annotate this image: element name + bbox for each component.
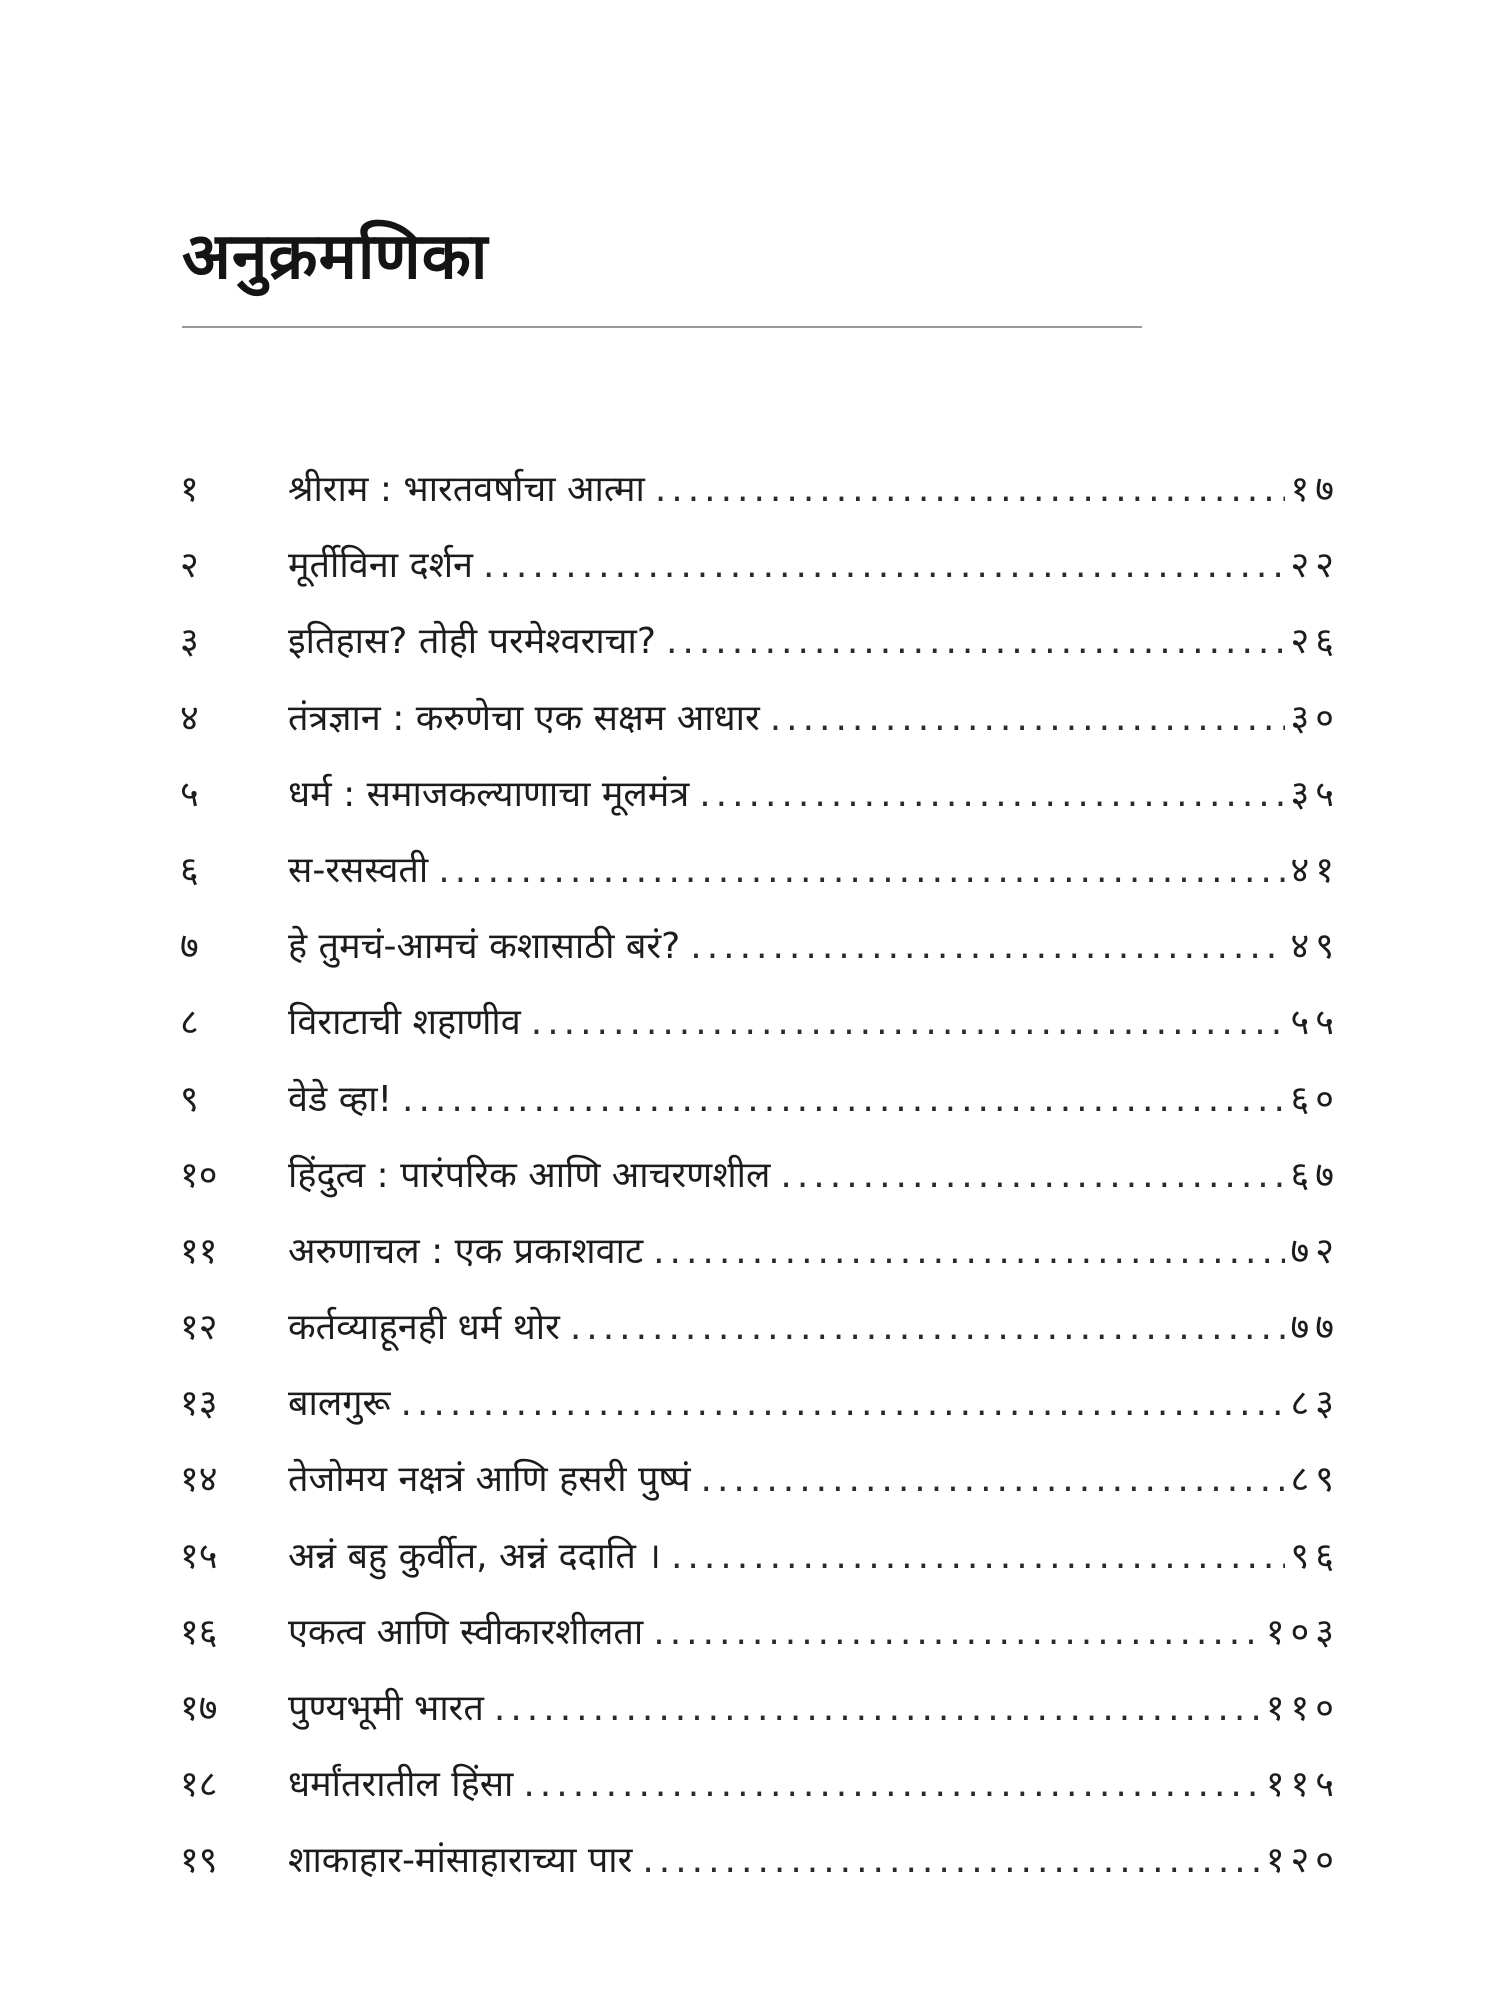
chapter-number: ६ <box>180 849 199 891</box>
toc-entry <box>0 1142 1500 1218</box>
dot-leader <box>701 1454 1285 1506</box>
title-divider <box>182 326 1142 328</box>
chapter-number: ११ <box>180 1230 218 1272</box>
page-number: २२ <box>1290 545 1340 587</box>
page-number: ६७ <box>1290 1154 1340 1196</box>
page-number: ६० <box>1290 1078 1340 1120</box>
chapter-title: धर्मांतरातील हिंसा <box>288 1764 514 1806</box>
chapter-number: १७ <box>180 1688 218 1729</box>
page-number: ४१ <box>1290 849 1340 891</box>
toc-entry <box>0 1218 1500 1294</box>
chapter-number: ७ <box>180 926 199 968</box>
toc-entry <box>0 1370 1500 1446</box>
chapter-number: १५ <box>180 1535 218 1577</box>
toc-entry-line <box>288 997 1340 1049</box>
toc-entry-line <box>288 1226 1340 1278</box>
toc-entry <box>0 608 1500 684</box>
chapter-number: ५ <box>180 773 199 815</box>
chapter-number: १० <box>180 1154 218 1196</box>
toc-entry <box>0 837 1500 913</box>
chapter-number: ४ <box>180 697 199 739</box>
toc-entry <box>0 1599 1500 1675</box>
toc-entry-line <box>288 1454 1340 1506</box>
page-number: ९६ <box>1290 1535 1340 1577</box>
chapter-title: विराटाची शहाणीव <box>288 1002 521 1044</box>
chapter-title: श्रीराम : भारतवर्षाचा आत्मा <box>288 469 645 510</box>
dot-leader <box>483 540 1285 592</box>
chapter-title: कर्तव्याहूनही धर्म थोर <box>288 1307 560 1349</box>
chapter-number: १३ <box>180 1383 218 1425</box>
chapter-title: धर्म : समाजकल्याणाचा मूलमंत्र <box>288 773 690 815</box>
chapter-title: अरुणाचल : एक प्रकाशवाट <box>288 1230 644 1272</box>
chapter-number: १८ <box>180 1764 218 1806</box>
dot-leader <box>671 1531 1285 1583</box>
toc-entry <box>0 761 1500 837</box>
toc-entry <box>0 1675 1500 1751</box>
dot-leader <box>402 1074 1285 1126</box>
toc-entry-line <box>288 921 1340 973</box>
toc-entry-line <box>288 540 1340 592</box>
chapter-title: स-रसस्वती <box>288 849 429 891</box>
chapter-title: तेजोमय नक्षत्रं आणि हसरी पुष्पं <box>288 1459 691 1501</box>
dot-leader <box>653 1607 1260 1659</box>
chapter-title: हिंदुत्व : पारंपरिक आणि आचरणशील <box>288 1154 771 1196</box>
toc-entry-line <box>288 1531 1340 1583</box>
chapter-number: ८ <box>180 1002 199 1044</box>
toc-entry <box>0 1294 1500 1370</box>
page-number: ८९ <box>1290 1459 1340 1501</box>
page-number: ८३ <box>1290 1383 1340 1425</box>
toc-entry-line <box>288 1378 1340 1430</box>
page-number: ११५ <box>1265 1764 1340 1806</box>
dot-leader <box>531 997 1285 1049</box>
toc-entry-line <box>288 769 1340 821</box>
chapter-number: १९ <box>180 1840 218 1882</box>
toc-entry-line <box>288 616 1340 668</box>
page-number: १०३ <box>1265 1611 1340 1653</box>
dot-leader <box>780 1150 1284 1202</box>
toc-entry <box>0 989 1500 1065</box>
chapter-title: इतिहास? तोही परमेश्वराचा? <box>288 621 656 663</box>
page-number: ३५ <box>1290 773 1340 815</box>
dot-leader <box>401 1378 1285 1430</box>
table-of-contents <box>0 456 1500 1904</box>
dot-leader <box>653 1226 1284 1278</box>
toc-entry-line <box>288 1150 1340 1202</box>
page-number: ५५ <box>1290 1002 1340 1044</box>
dot-leader <box>770 693 1285 745</box>
dot-leader <box>690 921 1284 973</box>
page-number: ७२ <box>1290 1230 1340 1272</box>
chapter-number: १४ <box>180 1459 218 1501</box>
dot-leader <box>655 464 1285 516</box>
toc-entry-line <box>288 1835 1340 1887</box>
toc-entry <box>0 1446 1500 1522</box>
toc-entry-line <box>288 1074 1340 1126</box>
toc-entry <box>0 1751 1500 1827</box>
toc-entry-line <box>288 1607 1340 1659</box>
toc-entry <box>0 913 1500 989</box>
page-number: १२० <box>1265 1840 1340 1882</box>
chapter-title: तंत्रज्ञान : करुणेचा एक सक्षम आधार <box>288 697 760 739</box>
toc-entry <box>0 685 1500 761</box>
toc-entry-line <box>288 693 1340 745</box>
chapter-title: बालगुरू <box>288 1383 391 1425</box>
page-number: ११० <box>1265 1688 1340 1729</box>
chapter-number: १६ <box>180 1611 218 1653</box>
page-number: ७७ <box>1290 1307 1340 1349</box>
dot-leader <box>570 1302 1285 1354</box>
toc-entry-line <box>288 1683 1340 1735</box>
toc-entry <box>0 456 1500 532</box>
toc-entry-line <box>288 464 1340 516</box>
dot-leader <box>494 1683 1260 1735</box>
dot-leader <box>438 845 1284 897</box>
chapter-title: शाकाहार-मांसाहाराच्या पार <box>288 1840 633 1882</box>
toc-entry-line <box>288 1302 1340 1354</box>
toc-entry <box>0 1827 1500 1903</box>
toc-entry-line <box>288 845 1340 897</box>
chapter-number: २ <box>180 545 199 587</box>
chapter-number: ३ <box>180 621 199 663</box>
chapter-number: १२ <box>180 1307 218 1349</box>
page-number: ३० <box>1290 697 1340 739</box>
page-number: १७ <box>1290 469 1340 510</box>
page-number: २६ <box>1290 621 1340 663</box>
chapter-title: मूर्तीविना दर्शन <box>288 545 474 587</box>
chapter-title: एकत्व आणि स्वीकारशीलता <box>288 1611 644 1653</box>
dot-leader <box>642 1835 1259 1887</box>
toc-entry <box>0 1066 1500 1142</box>
chapter-title: हे तुमचं-आमचं कशासाठी बरं? <box>288 926 681 968</box>
chapter-title: वेडे व्हा! <box>288 1078 392 1120</box>
chapter-number: १ <box>180 469 199 510</box>
page-number: ४९ <box>1290 926 1340 968</box>
dot-leader <box>666 616 1285 668</box>
dot-leader <box>523 1759 1259 1811</box>
chapter-title: पुण्यभूमी भारत <box>288 1688 484 1729</box>
toc-entry-line <box>288 1759 1340 1811</box>
page-title: अनुक्रमणिका <box>182 220 489 294</box>
chapter-number: ९ <box>180 1078 199 1120</box>
toc-entry <box>0 532 1500 608</box>
toc-entry <box>0 1523 1500 1599</box>
chapter-title: अन्नं बहु कुर्वीत, अन्नं ददाति । <box>288 1535 661 1577</box>
dot-leader <box>699 769 1284 821</box>
